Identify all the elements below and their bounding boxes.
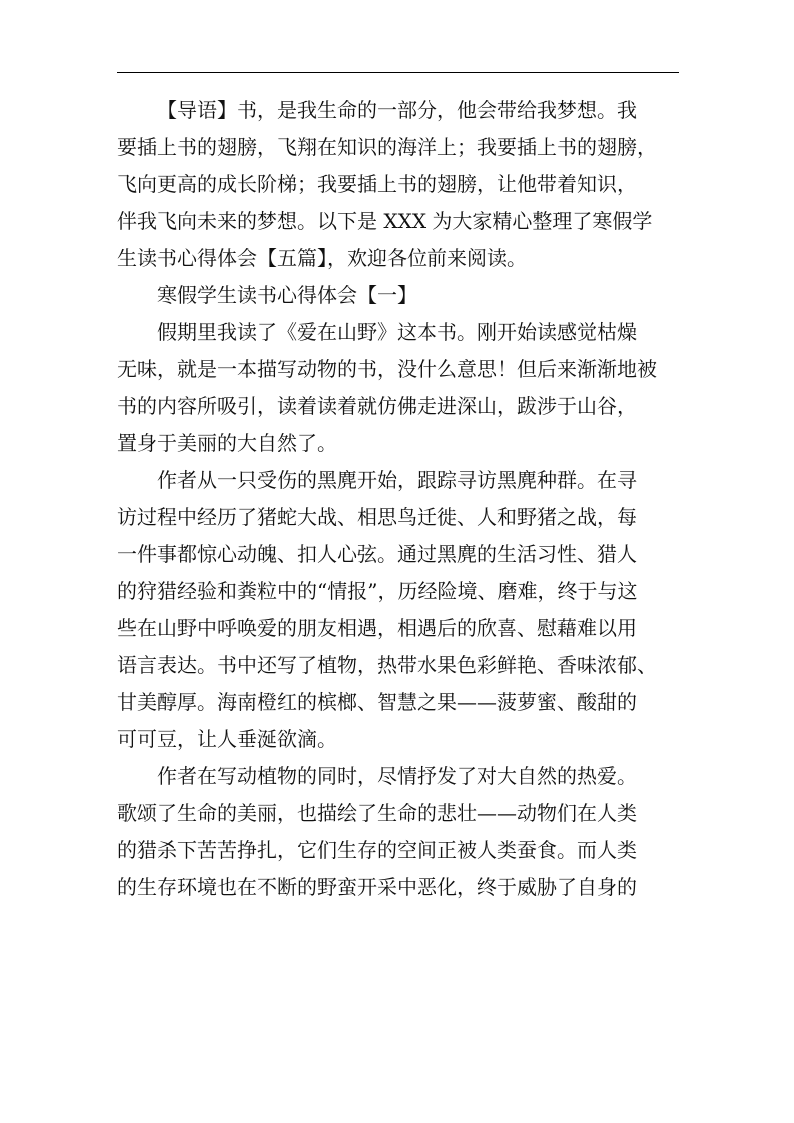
text-line: 飞向更高的成长阶梯；我要插上书的翅膀，让他带着知识，: [117, 172, 637, 196]
text-line: 置身于美丽的大自然了。: [117, 431, 337, 455]
section-heading: 寒假学生读书心得体会【一】: [157, 283, 417, 307]
text-line: 语言表达。书中还写了植物，热带水果色彩鲜艳、香味浓郁、: [117, 653, 657, 677]
document-body: [117, 92, 679, 906]
text-line: 访过程中经历了猪蛇大战、相思鸟迁徙、人和野猪之战，每: [117, 505, 637, 529]
text-line: 可可豆，让人垂涎欲滴。: [117, 727, 337, 751]
text-line: 的生存环境也在不断的野蛮开采中恶化，终于威胁了自身的: [117, 875, 637, 899]
text-line: 无味，就是一本描写动物的书，没什么意思！但后来渐渐地被: [117, 357, 657, 381]
text-line: 生读书心得体会【五篇】，欢迎各位前来阅读。: [117, 246, 527, 270]
text-line: 甘美醇厚。海南橙红的槟榔、智慧之果——菠萝蜜、酸甜的: [117, 690, 637, 714]
header-rule: [117, 72, 679, 73]
text-line: 伴我飞向未来的梦想。以下是 XXX 为大家精心整理了寒假学: [117, 209, 653, 233]
text-line: 一件事都惊心动魄、扣人心弦。通过黑麂的生活习性、猎人: [117, 542, 637, 566]
text-line: 作者在写动植物的同时，尽情抒发了对大自然的热爱。: [157, 764, 637, 788]
text-line: 【导语】书，是我生命的一部分，他会带给我梦想。我: [157, 98, 637, 122]
text-line: 要插上书的翅膀，飞翔在知识的海洋上；我要插上书的翅膀，: [117, 135, 657, 159]
text-line: 作者从一只受伤的黑麂开始，跟踪寻访黑麂种群。在寻: [157, 468, 637, 492]
text-line: 歌颂了生命的美丽，也描绘了生命的悲壮——动物们在人类: [117, 801, 637, 825]
text-line: 些在山野中呼唤爱的朋友相遇，相遇后的欣喜、慰藉难以用: [117, 616, 637, 640]
text-line: 假期里我读了《爱在山野》这本书。刚开始读感觉枯燥: [157, 320, 637, 344]
text-line: 的狩猎经验和粪粒中的“情报”，历经险境、磨难，终于与这: [117, 579, 638, 603]
text-line: 书的内容所吸引，读着读着就仿佛走进深山，跋涉于山谷，: [117, 394, 637, 418]
text-line: 的猎杀下苦苦挣扎，它们生存的空间正被人类蚕食。而人类: [117, 838, 637, 862]
